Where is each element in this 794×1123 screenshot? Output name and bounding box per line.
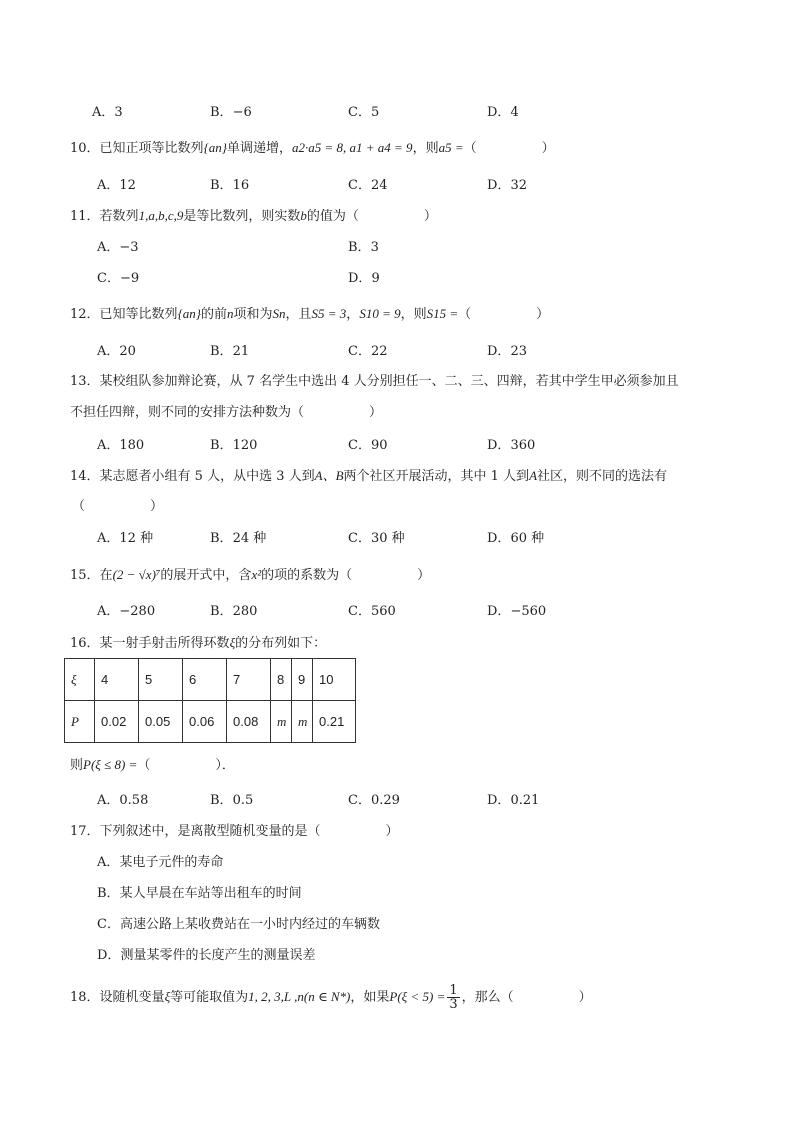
stem-text: 项和为 — [233, 307, 273, 322]
option-label: C． — [97, 917, 120, 932]
option-label: B． — [97, 886, 120, 901]
option-label: B． — [210, 531, 233, 546]
q14-option-c[interactable] — [348, 530, 405, 548]
option-label: D． — [487, 178, 511, 193]
q17-option-c[interactable] — [97, 916, 380, 934]
stem-text: ，那么（ ） — [461, 990, 592, 1005]
answer-blank: （ ） — [72, 499, 164, 514]
q11-option-b[interactable] — [348, 239, 379, 257]
option-value: −560 — [510, 604, 547, 619]
stem-text: 设随机变量 — [99, 990, 165, 1005]
option-label: B． — [210, 344, 233, 359]
table-cell: 7 — [227, 659, 271, 701]
option-label: D． — [487, 604, 511, 619]
stem-text: 则 — [70, 758, 84, 773]
math-expression: A、B — [314, 468, 344, 483]
q16-option-c[interactable] — [348, 792, 400, 810]
option-label: C． — [97, 271, 120, 286]
option-label: D． — [487, 531, 511, 546]
stem-text: ，且 — [285, 307, 312, 322]
stem-text: 某志愿者小组有 5 人，从中选 3 人到 — [99, 469, 315, 484]
table-cell: 0.02 — [95, 701, 139, 743]
option-value: 23 — [510, 344, 527, 359]
table-cell: 8 — [271, 659, 292, 701]
option-label: B． — [210, 438, 233, 453]
q16-option-b[interactable] — [210, 792, 253, 810]
table-cell: 10 — [313, 659, 356, 701]
answer-blank: （ ）． — [137, 758, 235, 773]
option-value: 9 — [371, 271, 380, 286]
math-expression: 1,a,b,c,9 — [138, 208, 184, 223]
stem-text: 两个社区开展活动，其中 1 人到 — [343, 469, 530, 484]
option-value: 5 — [370, 105, 380, 120]
option-value: 某电子元件的寿命 — [119, 855, 224, 870]
math-expression: (n ∈ N*) — [303, 989, 351, 1004]
option-value: 24 — [370, 178, 388, 193]
option-label: C． — [348, 178, 371, 193]
option-label: D． — [487, 344, 511, 359]
table-cell: 0.05 — [139, 701, 183, 743]
option-value: 20 — [119, 344, 136, 359]
math-expression: a5 = — [438, 140, 464, 155]
math-expression: x² — [251, 567, 262, 582]
math-expression: n — [226, 306, 234, 321]
table-row — [65, 659, 356, 701]
math-expression: P(ξ < 5) = — [389, 989, 446, 1004]
option-value: −3 — [119, 240, 139, 255]
option-label: C． — [348, 604, 371, 619]
stem-text: 不担任四辩，则不同的安排方法种数为（ ） — [70, 405, 383, 420]
distribution-table — [64, 658, 356, 743]
option-label: C． — [348, 438, 371, 453]
question-number: 10． — [70, 141, 100, 156]
table-cell: 0.08 — [227, 701, 271, 743]
q14-option-a[interactable] — [97, 530, 153, 548]
q10-option-b[interactable] — [210, 177, 249, 195]
fraction-numerator: 1 — [449, 983, 458, 998]
question-number: 14． — [70, 469, 100, 484]
option-label: D． — [487, 793, 511, 808]
q13-option-c[interactable] — [348, 437, 388, 455]
math-expression: a2·a5 = 8, a1 + a4 = 9 — [291, 140, 413, 155]
option-label: B． — [210, 604, 233, 619]
option-value: 高速公路上某收费站在一小时内经过的车辆数 — [119, 917, 380, 932]
option-label: A． — [92, 105, 115, 120]
option-value: 90 — [370, 438, 388, 453]
q14-stem-line2 — [72, 498, 163, 516]
q14-option-d[interactable] — [487, 530, 544, 548]
option-value: 180 — [119, 438, 145, 453]
option-value: 3 — [114, 105, 123, 120]
option-value: −9 — [119, 271, 140, 286]
question-number: 12． — [70, 307, 100, 322]
q11-option-d[interactable] — [348, 270, 380, 288]
q15-stem — [70, 566, 430, 585]
option-value: 120 — [232, 438, 258, 453]
q13-stem-line1 — [70, 373, 679, 391]
option-value: 24 种 — [232, 531, 267, 546]
option-label: C． — [348, 344, 371, 359]
question-number: 18． — [70, 990, 100, 1005]
option-label: B． — [210, 178, 233, 193]
table-cell: 0.06 — [183, 701, 227, 743]
q11-stem — [70, 207, 437, 226]
option-value: 某人早晨在车站等出租车的时间 — [119, 886, 302, 901]
answer-blank: （ ） — [458, 307, 550, 322]
stem-text: 社区，则不同的选法有 — [537, 469, 668, 484]
stem-text: 已知等比数列 — [99, 307, 178, 322]
option-label: A． — [97, 344, 120, 359]
question-number: 13． — [70, 374, 100, 389]
table-cell: 0.21 — [313, 701, 356, 743]
q12-option-d[interactable] — [487, 343, 527, 361]
option-value: 16 — [232, 178, 250, 193]
option-label: D． — [97, 948, 121, 963]
q9-option-c[interactable] — [348, 104, 379, 122]
option-value: 测量某零件的长度产生的测量误差 — [120, 948, 316, 963]
math-expression: A — [529, 468, 538, 483]
option-value: 0.5 — [232, 793, 254, 808]
q13-option-d[interactable] — [487, 437, 535, 455]
q16-stem — [70, 634, 326, 653]
option-value: 60 种 — [510, 531, 545, 546]
question-number: 16． — [70, 636, 100, 651]
math-expression: S15 = — [426, 306, 459, 321]
math-expression: S5 = 3 — [311, 306, 347, 321]
option-label: C． — [348, 793, 371, 808]
stem-text: ，则 — [412, 141, 439, 156]
question-number: 11． — [70, 209, 100, 224]
option-label: D． — [487, 438, 511, 453]
option-value: 0.29 — [370, 793, 400, 808]
q18-stem — [70, 984, 592, 1011]
q15-option-c[interactable] — [348, 603, 396, 621]
table-cell: 6 — [183, 659, 227, 701]
option-label: A． — [97, 178, 120, 193]
stem-text: 等可能取值为 — [170, 990, 249, 1005]
option-value: 12 种 — [119, 531, 154, 546]
option-value: 4 — [510, 105, 519, 120]
table-cell: 4 — [95, 659, 139, 701]
option-label: B． — [348, 240, 371, 255]
table-cell: 9 — [292, 659, 313, 701]
math-expression: (2 − √x)⁷ — [112, 567, 161, 582]
q16-option-a[interactable] — [97, 792, 148, 810]
q9-option-b[interactable] — [210, 104, 252, 122]
table-cell: ξ — [65, 659, 95, 701]
stem-text: 某一射手射击所得环数 — [99, 636, 230, 651]
table-cell: m — [292, 701, 313, 743]
q13-option-b[interactable] — [210, 437, 257, 455]
stem-text: 在 — [99, 568, 113, 583]
stem-text: 是等比数列，则实数 — [183, 209, 301, 224]
option-value: 560 — [370, 604, 396, 619]
question-number: 15． — [70, 568, 100, 583]
fraction-denominator: 3 — [449, 997, 458, 1012]
option-value: 30 种 — [370, 531, 405, 546]
option-label: D． — [487, 105, 511, 120]
option-value: 32 — [510, 178, 527, 193]
option-label: A． — [97, 240, 120, 255]
stem-text: 下列叙述中，是离散型随机变量的是（ ） — [99, 824, 399, 839]
q14-stem-line1 — [70, 467, 667, 486]
option-label: A． — [97, 793, 120, 808]
option-value: 21 — [232, 344, 250, 359]
q15-option-b[interactable] — [210, 603, 257, 621]
option-label: A． — [97, 531, 120, 546]
stem-text: 的前 — [200, 307, 227, 322]
math-expression: {an} — [203, 140, 227, 155]
q17-option-d[interactable] — [97, 947, 315, 965]
table-cell: P — [65, 701, 95, 743]
stem-text: 的项的系数为（ ） — [261, 568, 431, 583]
q16-option-d[interactable] — [487, 792, 539, 810]
stem-text: ，如果 — [350, 990, 390, 1005]
question-number: 17． — [70, 824, 100, 839]
option-value: 0.58 — [119, 793, 149, 808]
math-expression: S10 = 9 — [359, 306, 401, 321]
q12-stem — [70, 305, 549, 324]
q17-option-b[interactable] — [97, 885, 302, 903]
stem-text: 的值为（ ） — [306, 209, 437, 224]
stem-text: 已知正项等比数列 — [99, 141, 204, 156]
option-label: B． — [210, 105, 233, 120]
option-label: A． — [97, 855, 120, 870]
option-label: A． — [97, 604, 120, 619]
math-expression: b — [300, 208, 307, 223]
q13-stem-line2 — [70, 404, 382, 422]
option-label: C． — [348, 105, 371, 120]
option-label: C． — [348, 531, 371, 546]
q17-stem — [70, 823, 399, 841]
option-value: 22 — [370, 344, 388, 359]
stem-text: 单调递增， — [226, 141, 292, 156]
option-label: B． — [210, 793, 233, 808]
q9-option-d[interactable] — [487, 104, 519, 122]
option-value: 280 — [232, 604, 258, 619]
math-expression: Sn — [272, 306, 286, 321]
math-expression: P(ξ ≤ 8) = — [83, 757, 138, 772]
stem-text: 的分布列如下： — [235, 636, 327, 651]
q10-option-a[interactable] — [97, 177, 136, 195]
stem-text: 若数列 — [99, 209, 139, 224]
option-value: 3 — [370, 240, 379, 255]
q15-option-a[interactable] — [97, 603, 155, 621]
q12-option-b[interactable] — [210, 343, 249, 361]
option-value: −280 — [119, 604, 156, 619]
q12-option-a[interactable] — [97, 343, 136, 361]
q10-option-d[interactable] — [487, 177, 527, 195]
q13-option-a[interactable] — [97, 437, 144, 455]
q12-option-c[interactable] — [348, 343, 388, 361]
stem-text: 的展开式中，含 — [160, 568, 252, 583]
q10-option-c[interactable] — [348, 177, 388, 195]
option-value: 360 — [510, 438, 536, 453]
math-expression: ξ — [229, 635, 236, 650]
option-value: −6 — [232, 105, 252, 120]
stem-text: ，则 — [400, 307, 427, 322]
table-cell: 5 — [139, 659, 183, 701]
answer-blank: （ ） — [463, 141, 555, 156]
option-label: A． — [97, 438, 120, 453]
math-expression: 1, 2, 3,L ,n — [248, 989, 304, 1004]
q11-option-c[interactable] — [97, 270, 139, 288]
fraction — [447, 984, 459, 1011]
q9-option-a[interactable] — [92, 104, 123, 122]
stem-text: ， — [346, 307, 360, 322]
stem-text: 某校组队参加辩论赛，从 7 名学生中选出 4 人分别担任一、二、三、四辩，若其中学生甲必须参加且 — [99, 374, 679, 389]
option-value: 12 — [119, 178, 136, 193]
table-cell: m — [271, 701, 292, 743]
q11-option-a[interactable] — [97, 239, 139, 257]
option-label: D． — [348, 271, 372, 286]
table-row — [65, 701, 356, 743]
q14-option-b[interactable] — [210, 530, 266, 548]
math-expression: {an} — [177, 306, 201, 321]
q15-option-d[interactable] — [487, 603, 546, 621]
math-expression: ξ — [164, 989, 171, 1004]
option-value: 0.21 — [510, 793, 540, 808]
q17-option-a[interactable] — [97, 854, 223, 872]
q10-stem — [70, 139, 555, 158]
q16-question — [70, 756, 235, 775]
